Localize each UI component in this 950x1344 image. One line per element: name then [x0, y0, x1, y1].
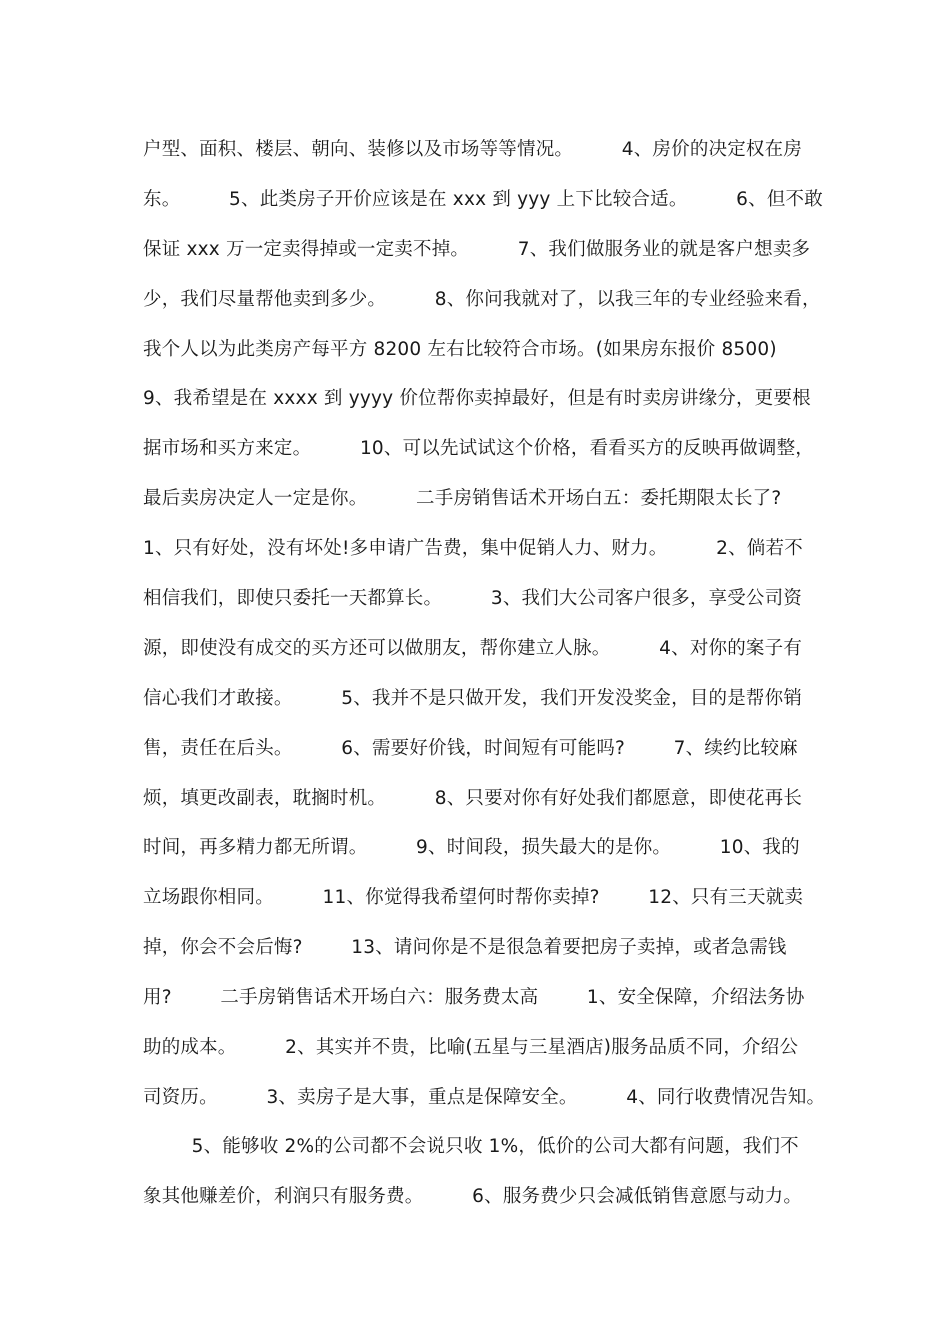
text-line: 保证 xxx 万一定卖得掉或一定卖不掉。 7、我们做服务业的就是客户想卖多 [143, 239, 811, 260]
text-line: 5、能够收 2%的公司都不会说只收 1%，低价的公司大都有问题，我们不 [143, 1136, 799, 1157]
text-line: 1、只有好处，没有坏处!多申请广告费，集中促销人力、财力。 2、倘若不 [143, 538, 803, 559]
text-line: 最后卖房决定人一定是你。 二手房销售话术开场白五：委托期限太长了? [143, 488, 782, 509]
text-line: 源，即使没有成交的买方还可以做朋友，帮你建立人脉。 4、对你的案子有 [143, 638, 803, 659]
text-line: 相信我们，即使只委托一天都算长。 3、我们大公司客户很多，享受公司资 [143, 588, 803, 609]
text-line: 少，我们尽量帮他卖到多少。 8、你问我就对了，以我三年的专业经验来看， [143, 289, 821, 310]
text-line: 据市场和买方来定。 10、可以先试试这个价格，看看买方的反映再做调整， [143, 438, 814, 459]
text-line: 我个人以为此类房产每平方 8200 左右比较符合市场。(如果房东报价 8500) [143, 339, 777, 360]
text-line: 烦，填更改副表，耽搁时机。 8、只要对你有好处我们都愿意，即使花再长 [143, 788, 803, 809]
text-line: 时间，再多精力都无所谓。 9、时间段，损失最大的是你。 10、我的 [143, 837, 800, 858]
text-line: 户型、面积、楼层、朝向、装修以及市场等等情况。 4、房价的决定权在房 [143, 139, 803, 160]
text-line: 立场跟你相同。 11、你觉得我希望何时帮你卖掉? 12、只有三天就卖 [143, 887, 804, 908]
text-line: 用? 二手房销售话术开场白六：服务费太高 1、安全保障，介绍法务协 [143, 987, 805, 1008]
text-line: 东。 5、此类房子开价应该是在 xxx 到 yyy 上下比较合适。 6、但不敢 [143, 189, 823, 210]
text-line: 9、我希望是在 xxxx 到 yyyy 价位帮你卖掉最好，但是有时卖房讲缘分，更要根 [143, 388, 811, 409]
text-line: 信心我们才敢接。 5、我并不是只做开发，我们开发没奖金，目的是帮你销 [143, 688, 803, 709]
text-line: 象其他赚差价，利润只有服务费。 6、服务费少只会减低销售意愿与动力。 [143, 1186, 803, 1207]
text-line: 助的成本。 2、其实并不贵，比喻(五星与三星酒店)服务品质不同，介绍公 [143, 1037, 799, 1058]
text-line: 售，责任在后头。 6、需要好价钱，时间短有可能吗? 7、续约比较麻 [143, 738, 798, 759]
text-line: 掉，你会不会后悔? 13、请问你是不是很急着要把房子卖掉，或者急需钱 [143, 937, 787, 958]
text-line: 司资历。 3、卖房子是大事，重点是保障安全。 4、同行收费情况告知。 [143, 1087, 826, 1108]
